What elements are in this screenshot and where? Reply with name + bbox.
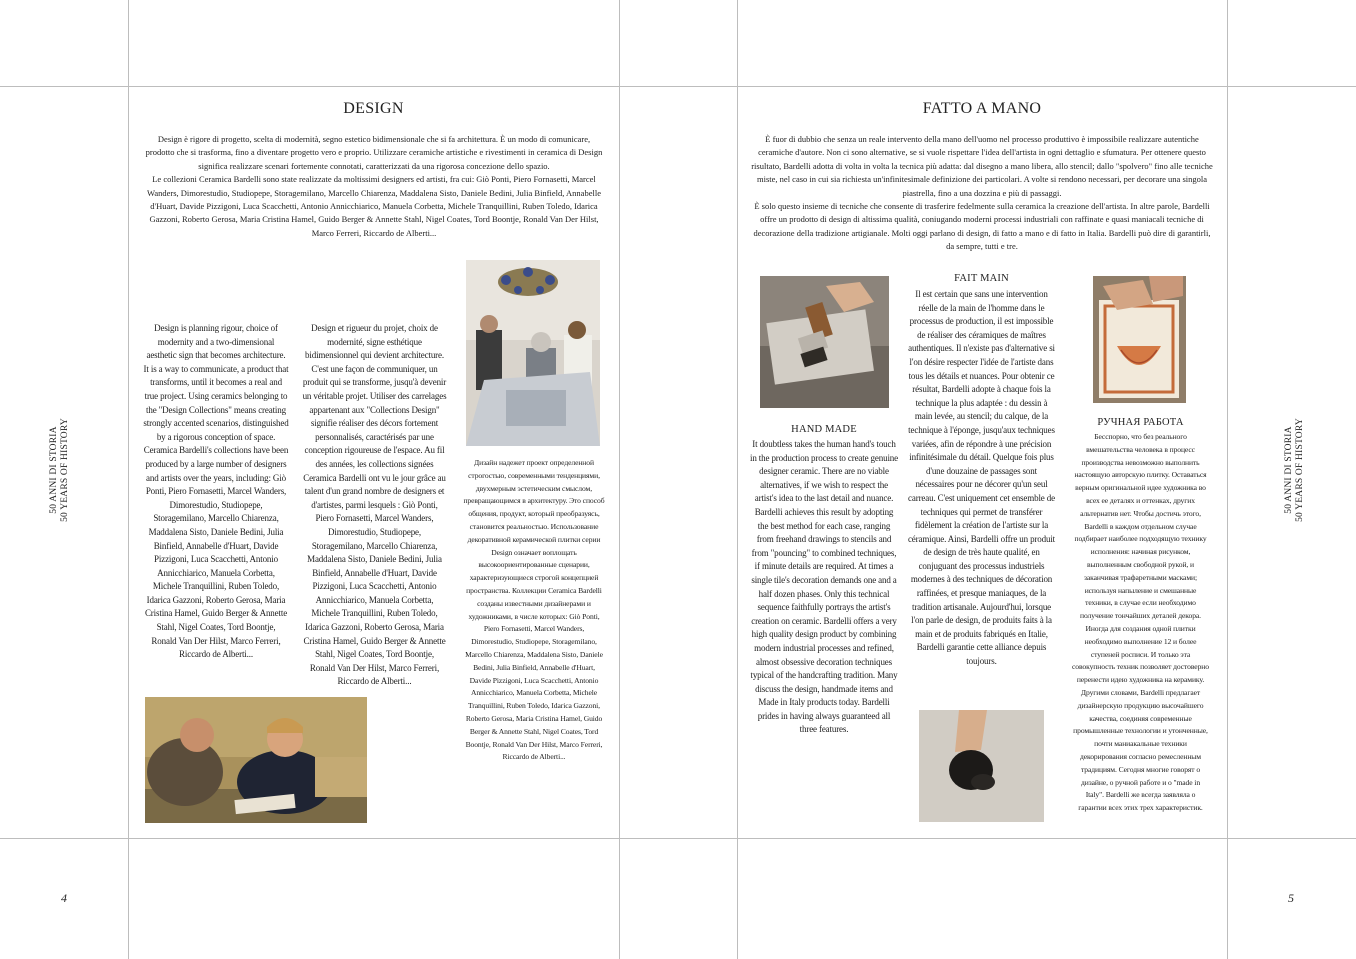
tile-decoration-photo — [1093, 276, 1186, 403]
fatto-text-en: It doubtless takes the human hand's touch in the production process to create genuine designer ceramic. There are no viable alternatives, if we wish to respect the artist's idea to the last detail and nuance. Bardelli achieves this result by adopting the best method for each case, ranging from freehand drawings to stencils and from "pouncing" to combined techniques, if minute details are required. At times a single tile's decoration demands one and a half dozen phases. Only this technical sequence faithfully portrays the artist's creation on ceramic. Bardelli offers a very high quality design product by combining modern industrial processes and refined, almost obsessive decoration techniques typical of the handcrafting tradition. Many discuss the design, handmade items and Made in Italy products today. Bardelli prides in having always guaranteed all three features. — [750, 439, 898, 735]
page-number-right: 5 — [1288, 891, 1294, 905]
side-label-line: 50 ANNI DI STORIA — [49, 426, 59, 514]
design-text-fr: Design et rigueur du projet, choix de modernité, signe esthétique bidimensionnel qui devient architecture. C'est une façon de communiquer, un produit qui se transforme, jusqu'à devenir un véritable projet. Utiliser des carrelages appartenant aux "Collections Design" signifie réaliser des décors fortement personnalisés, caractérisés par une conception rigoureuse de l'espace. Au fil des années, les collections signées Ceramica Bardelli ont vu le jour grâce au talent d'un grand nombre de designers et d'artistes, parmi lesquels : Giò Ponti, Piero Fornasetti, Marcel Wanders, Dimorestudio, Studiopepe, Storagemilano, Marcello Chiarenza, Maddalena Sisto, Daniele Bedini, Julia Binfield, Annabelle d'Huart, Davide Pizzigoni, Luca Scacchetti, Antonio Annicchiarico, Manuela Corbetta, Michele Tranquillini, Ruben Toledo, Idarica Gazzoni, Roberto Gerosa, Maria Cristina Hamel, Guido Berger & Annette Stahl, Nigel Coates, Tord Boontje, Ronald Van Der Hilst, Marco Ferreri, Riccardo de Alberti... — [302, 323, 447, 687]
sponge-technique-photo — [919, 710, 1044, 822]
grid-line — [1227, 0, 1228, 959]
grid-line — [737, 0, 738, 959]
ruchnaya-rabota-subtitle: РУЧНАЯ РАБОТА — [1097, 417, 1184, 428]
design-text-ru: Дизайн надежет проект определенной строгостью, современными тенденциями, двухмерным эстетическим смыслом, превращающимся в архитектуру. Это способ общения, продукт, который преобразуясь, становится реальностью. Использование декоративной керамической плитки серии Design означает воплощать высокоориентированные сценарии, характеризующиеся строгой концепцией пространства. Коллекции Ceramica Bardelli созданы известными дизайнерами и художниками, в числе которых: Giò Ponti, Piero Fornasetti, Marcel Wanders, Dimorestudio, Studiopepe, Storagemilano, Marcello Chiarenza, Maddalena Sisto, Daniele Bedini, Julia Binfield, Annabelle d'Huart, Davide Pizzigoni, Luca Scacchetti, Antonio Annicchiarico, Manuela Corbetta, Michele Tranquillini, Ruben Toledo, Idarica Gazzoni, Roberto Gerosa, Maria Cristina Hamel, Guido Berger & Annette Stahl, Nigel Coates, Tord Boontje, Ronald Van Der Hilst, Marco Ferreri, Riccardo de Alberti... — [463, 458, 605, 762]
fatto-intro — [750, 133, 1214, 254]
handmade-subtitle: HAND MADE — [791, 424, 857, 435]
grid-line — [0, 86, 1356, 87]
fatto-title: FATTO A MANO — [922, 100, 1042, 117]
fait-main-subtitle: FAIT MAIN — [954, 273, 1009, 284]
side-label-line: 50 ANNI DI STORIA — [1284, 426, 1294, 514]
intro-paragraph: Design è rigore di progetto, scelta di modernità, segno estetico bidimensionale che si fa architettura. È un modo di comunicare, prodotto che si trasforma, fino a diventare progetto vero e proprio. Utilizzare ceramiche artistiche e rivestimenti in ceramica di Design significa realizzare scenari fortemente connotati, caratterizzati da una rigorosa concezione dello spazio. — [145, 134, 603, 171]
page-number-left: 4 — [61, 891, 67, 905]
fatto-text-ru: Бесспорно, что без реального вмешательства человека в процесс производства невозможно выполнить настоящую авторскую плитку. Оставаться верным оригинальной идее художника во всех ее деталях и оттенках, других альтернатив нет. Чтобы достичь этого, Bardelli в каждом отдельном случае подбирает наиболее подходящую технику исполнения: начиная рисунком, выполненным свободной рукой, и заканчивая трафаретными масками; используя напыление и смешанные техники, в случае если необходимо получение тончайших деталей декора. Иногда для создания одной плитки необходимо выполнение 12 и более ступеней росписи. И только эта совокупность техник позволяет достоверно перенести идею художника на керамику. Другими словами, Bardelli предлагает дизайнерскую продукцию высочайшего качества, соединяя современные промышленные технологии и утонченные, почти маниакальные техники декорирования согласно ремесленным традициям. Сегодня многие говорят о дизайне, о ручной работе и о "made in Italy". Bardelli же всегда заявляла о гарантии всех этих трех характеристик. — [1072, 432, 1209, 813]
grid-line — [619, 0, 620, 959]
intro-paragraph: È fuor di dubbio che senza un reale intervento della mano dell'uomo nel processo produttivo è impossibile realizzare autentiche ceramiche d'autore. Non ci sono alternative, se si vuole rispettare l'idea dell'artista in ogni dettaglio e sfumatura. Per ottenere questo risultato, Bardelli adotta di volta in volta la tecnica più adatta: dal disegno a mano libera, allo stencil; dallo "spolvero" fino alle tecniche miste, nel caso in cui sia richiesta un'infinitesimale definizione dei particolari. A volte si rendono necessari, per decorare una singola piastrella, fino a una dozzina e più di passaggi. — [751, 134, 1213, 198]
fatto-text-fr: Il est certain que sans une intervention réelle de la main de l'homme dans le processus de production, il est impossible de réaliser des céramiques de maîtres authentiques. Il n'existe pas d'alternative si l'on désire respecter l'idée de l'artiste dans tous les détails et nuances. Pour obtenir ce résultat, Bardelli adopte à chaque fois la technique la plus adaptée : du dessin à main levée, au stencil; du calque, de la technique à l'éponge, jusqu'aux techniques variées, afin de répondre à une précision infinitésimale du détail. Quelque fois plus d'une douzaine de passages sont nécessaires pour ne décorer qu'un seul carreau. C'est uniquement cet ensemble de techniques qui permet de transférer fidèlement la création de l'artiste sur la céramique. Ainsi, Bardelli offre un produit de design de très haute qualité, en conjuguant des processus industriels modernes à des techniques de décoration raffinées, et presque maniaques, de la tradition artisanale. Aujourd'hui, lorsque l'on parle de design, de produits faits à la main et de produits fabriqués en Italie, Bardelli garantie cette alliance depuis toujours. — [907, 289, 1056, 667]
brush-painting-photo — [760, 276, 889, 408]
side-label-line: 50 YEARS OF HISTORY — [1295, 418, 1305, 522]
designers-meeting-photo — [145, 697, 367, 823]
design-team-photo — [466, 260, 600, 446]
side-label-line: 50 YEARS OF HISTORY — [60, 418, 70, 522]
side-label-left — [49, 418, 71, 522]
design-intro — [143, 133, 605, 240]
grid-line — [0, 838, 1356, 839]
design-text-en: Design is planning rigour, choice of modernity and a two-dimensional aesthetic sign that becomes architecture. It is a way to communicate, a product that transforms, until it becomes a real and true project. Using ceramics belonging to the "Design Collections" means creating strongly accented scenarios, distinguished by a rigorous conception of space. Ceramica Bardelli's collections have been produced by a large number of designers and artists over the years, including: Giò Ponti, Piero Fornasetti, Marcel Wanders, Dimorestudio, Studiopepe, Storagemilano, Marcello Chiarenza, Maddalena Sisto, Daniele Bedini, Julia Binfield, Annabelle d'Huart, Davide Pizzigoni, Luca Scacchetti, Antonio Annicchiarico, Manuela Corbetta, Michele Tranquillini, Ruben Toledo, Idarica Gazzoni, Roberto Gerosa, Maria Cristina Hamel, Guido Berger & Annette Stahl, Nigel Coates, Tord Boontje, Ronald Van Der Hilst, Marco Ferreri, Riccardo de Alberti... — [143, 323, 289, 660]
grid-line — [128, 0, 129, 959]
side-label-right — [1284, 418, 1306, 522]
intro-paragraph: È solo questo insieme di tecniche che consente di trasferire fedelmente sulla ceramica la creazione dell'artista. In altre parole, Bardelli offre un prodotto di design di altissima qualità, coniugando moderni processi industriali con raffinate e quasi maniacali tecniche di decorazione della tradizione artigianale. Molti oggi parlano di design, di fatto a mano e di fatto in Italia. Bardelli può dire di garantirli, da sempre, tutti e tre. — [753, 201, 1211, 252]
intro-paragraph: Le collezioni Ceramica Bardelli sono state realizzate da moltissimi designers ed artisti, fra cui: Giò Ponti, Piero Fornasetti, Marcel Wanders, Dimorestudio, Studiopepe, Storagemilano, Marcello Chiarenza, Maddalena Sisto, Daniele Bedini, Julia Binfield, Annabelle d'Huart, Davide Pizzigoni, Luca Scacchetti, Antonio Annicchiarico, Manuela Corbetta, Michele Tranquillini, Ruben Toledo, Idarica Gazzoni, Roberto Gerosa, Maria Cristina Hamel, Guido Berger & Annette Stahl, Nigel Coates, Tord Boontje, Ronald Van Der Hilst, Marco Ferreri, Riccardo de Alberti... — [147, 174, 601, 238]
design-title: DESIGN — [343, 100, 404, 117]
